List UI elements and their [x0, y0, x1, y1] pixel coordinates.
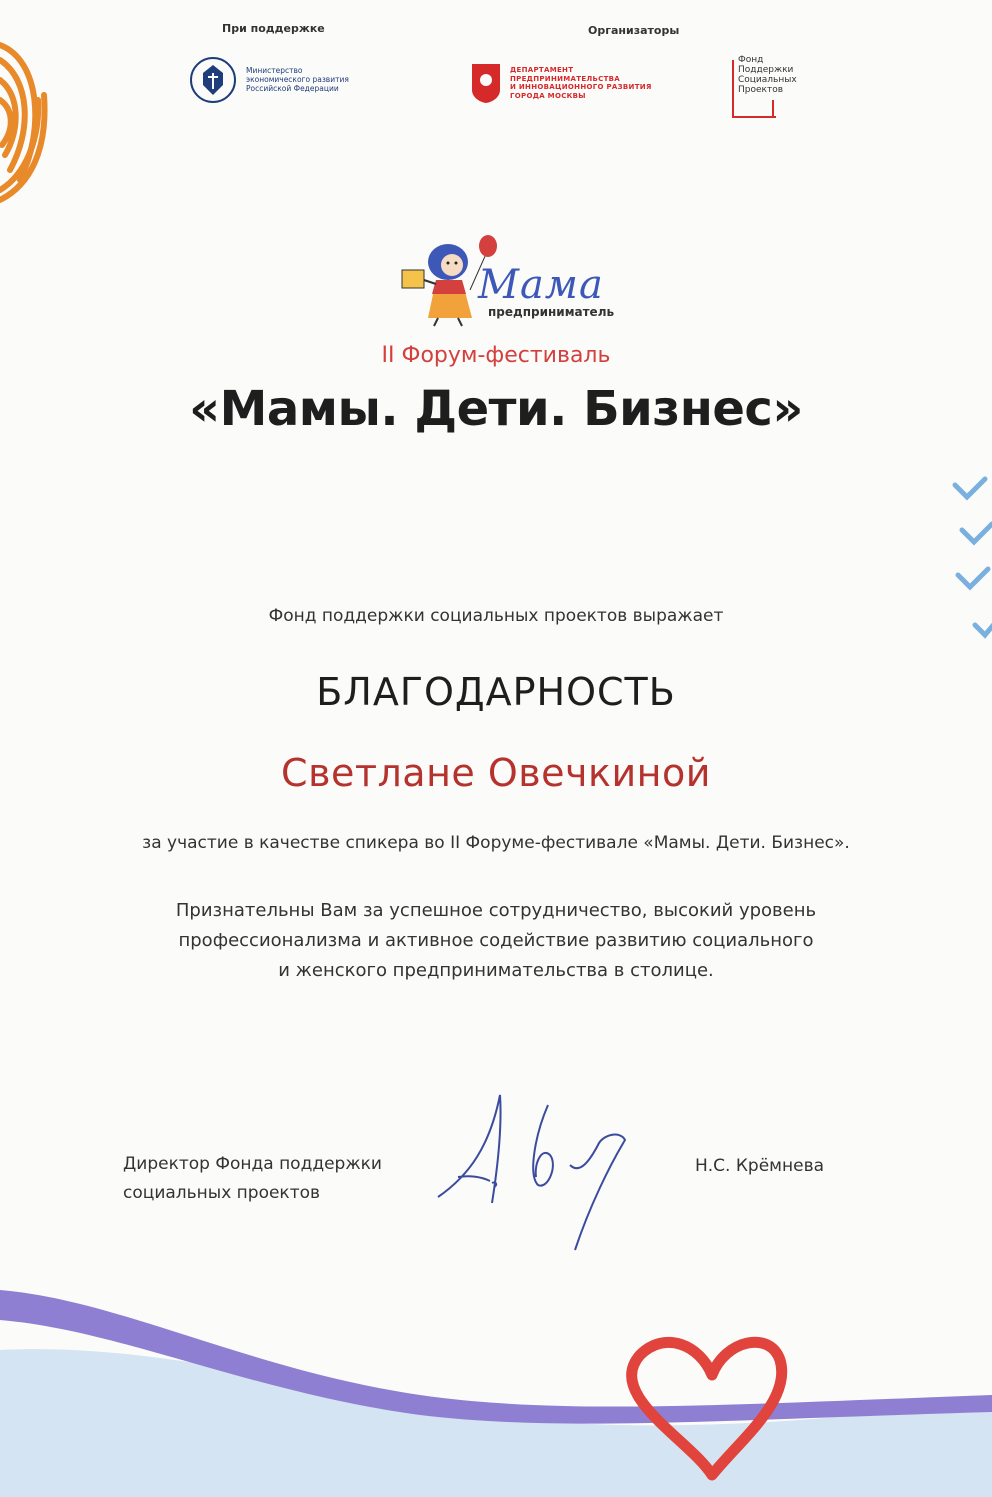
ministry-name: Министерство экономического развития Российской Федерации — [246, 66, 349, 93]
fund-name: Фонд Поддержки Социальных Проектов — [738, 55, 797, 95]
reason-text: за участие в качестве спикера во II Форуме-фестивале «Мамы. Дети. Бизнес». — [142, 833, 850, 853]
department-name: ДЕПАРТАМЕНТ ПРЕДПРИНИМАТЕЛЬСТВА И ИННОВАЦИОННОГО РАЗВИТИЯ ГОРОДА МОСКВЫ — [510, 66, 652, 100]
support-label: При поддержке — [222, 22, 325, 35]
recipient-name: Светлане Овечкиной — [281, 751, 711, 795]
event-title: «Мамы. Дети. Бизнес» — [189, 381, 803, 437]
signatory-name: Н.С. Крёмнева — [695, 1156, 825, 1176]
ministry-emblem-icon — [188, 55, 238, 105]
moscow-coat-of-arms-icon — [470, 62, 502, 104]
lead-text: Фонд поддержки социальных проектов выражает — [268, 606, 724, 626]
orange-scribble-decoration — [0, 45, 45, 200]
handwritten-signature — [430, 1085, 630, 1255]
fund-logo-bracket-end — [772, 100, 774, 116]
thanks-heading: БЛАГОДАРНОСТЬ — [316, 670, 676, 714]
logo-subtitle: предприниматель — [488, 305, 615, 319]
logo-script-text: Мама — [478, 262, 604, 308]
fund-logo-bracket — [732, 60, 776, 118]
organizers-label: Организаторы — [588, 24, 680, 37]
signatory-position: Директор Фонда поддержки социальных проектов — [123, 1154, 382, 1203]
event-subtitle: II Форум-фестиваль — [381, 343, 611, 368]
blue-wave — [0, 1349, 992, 1497]
gratitude-paragraph: Признательны Вам за успешное сотрудничество, высокий уровень профессионализма и активное содействие развитию социального и женского предпринимательства в столице. — [175, 900, 817, 981]
